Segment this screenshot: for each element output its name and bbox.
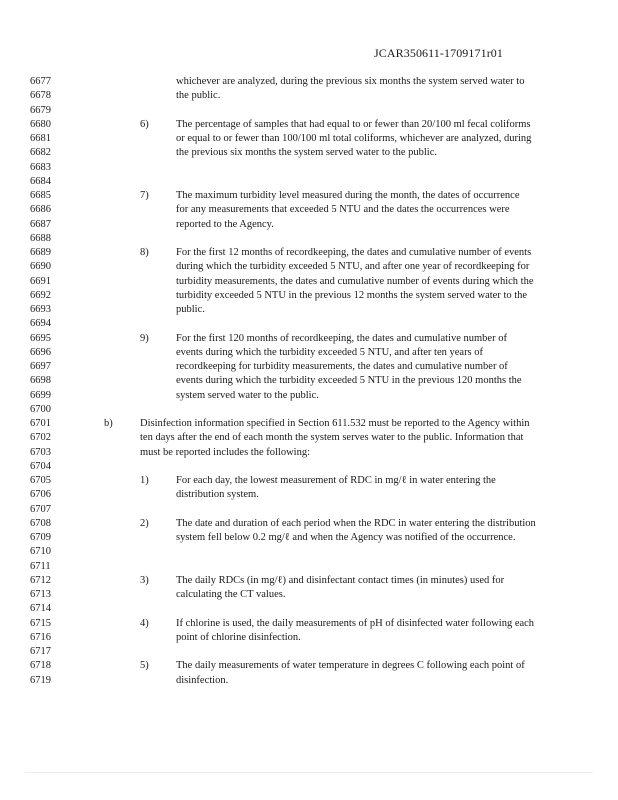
- line-number: 6684: [30, 175, 51, 187]
- line-number: 6701: [30, 418, 51, 429]
- line-number: 6716: [30, 631, 51, 643]
- line-number: 6678: [30, 90, 51, 102]
- item-marker-7: 7): [140, 190, 149, 201]
- line-number-column: [30, 75, 51, 688]
- line-number: 6717: [30, 646, 51, 657]
- line-number: 6688: [30, 232, 51, 244]
- line-number: 6702: [30, 432, 51, 444]
- line-number: 6689: [30, 247, 51, 258]
- line-number: 6680: [30, 118, 51, 130]
- line-number: 6709: [30, 532, 51, 543]
- line-number: 6707: [30, 503, 51, 515]
- item-text-9: For the first 120 months of recordkeeping, the dates and cumulative number of events during which the turbidity exceeded 5 NTU, and after ten years of recordkeeping for turbidity measurements, the dates and cumulative number of events during which the turbidity exceeded 5 NTU in the previous 120 months the system served water to the public.: [176, 332, 522, 401]
- line-number: 6711: [30, 560, 51, 572]
- item-text-4: If chlorine is used, the daily measurements of pH of disinfected water following each point of chlorine disinfection.: [176, 617, 535, 643]
- line-number: 6681: [30, 133, 51, 144]
- item-marker-4: 4): [140, 617, 149, 629]
- line-number: 6718: [30, 660, 51, 672]
- line-number: 6683: [30, 161, 51, 173]
- line-number: 6714: [30, 603, 51, 615]
- line-number: 6703: [30, 446, 51, 458]
- item-text-3: The daily RDCs (in mg/ℓ) and disinfectant contact times (in minutes) used for calculating the CT values.: [176, 574, 505, 600]
- line-number: 6687: [30, 218, 51, 230]
- line-number: 6696: [30, 346, 51, 358]
- subsection-b-intro: Disinfection information specified in Section 611.532 must be reported to the Agency within ten days after the end of each month the system serves water to the public. Information that must be reported includes the following:: [140, 418, 530, 458]
- line-number: 6700: [30, 403, 51, 415]
- line-number: 6713: [30, 589, 51, 600]
- line-number: 6694: [30, 318, 51, 330]
- line-number: 6705: [30, 475, 51, 486]
- line-number: 6719: [30, 674, 51, 686]
- line-number: 6697: [30, 361, 51, 372]
- item-text-6: The percentage of samples that had equal to or fewer than 20/100 ml fecal coliforms or equal to or fewer than 100/100 ml total coliforms, whichever are analyzed, during the previous six months the system served water to the public.: [176, 118, 532, 159]
- item-marker-9: 9): [140, 332, 149, 344]
- line-number: 6690: [30, 261, 51, 273]
- continuation-text: whichever are analyzed, during the previous six months the system served water to the public.: [176, 76, 525, 102]
- line-number: 6691: [30, 275, 51, 287]
- document-id: JCAR350611-1709171r01: [374, 46, 503, 60]
- line-number: 6693: [30, 304, 51, 315]
- item-text-8: For the first 12 months of recordkeeping, the dates and cumulative number of events during which the turbidity exceeded 5 NTU, and after one year of recordkeeping for turbidity measurements, the dates and cumulative number of events during which the turbidity exceeded 5 NTU in the previous 12 months the system served water to the public.: [176, 247, 534, 315]
- item-marker-5: 5): [140, 660, 149, 672]
- item-marker-8: 8): [140, 247, 149, 258]
- line-number: 6695: [30, 332, 51, 344]
- item-marker-6: 6): [140, 118, 149, 130]
- line-number: 6698: [30, 375, 51, 387]
- line-number: 6685: [30, 190, 51, 201]
- line-number: 6682: [30, 147, 51, 159]
- item-marker-2: 2): [140, 517, 149, 529]
- line-number: 6699: [30, 389, 51, 401]
- item-text-5: The daily measurements of water temperature in degrees C following each point of disinfection.: [176, 660, 525, 686]
- subsection-marker-b: b): [104, 418, 113, 429]
- line-number: 6710: [30, 546, 51, 558]
- line-number: 6704: [30, 460, 51, 472]
- line-number: 6708: [30, 517, 51, 529]
- line-number: 6679: [30, 104, 51, 116]
- item-marker-3: 3): [140, 574, 149, 586]
- line-number: 6686: [30, 204, 51, 216]
- page-bottom-rule: [25, 772, 593, 773]
- item-text-2: The date and duration of each period when the RDC in water entering the distribution system fell below 0.2 mg/ℓ and when the Agency was notified of the occurrence.: [176, 517, 536, 543]
- item-text-7: The maximum turbidity level measured during the month, the dates of occurrence for any measurements that exceeded 5 NTU and the dates the occurrences were reported to the Agency.: [176, 190, 520, 230]
- line-number: 6692: [30, 289, 51, 301]
- line-number: 6715: [30, 617, 51, 629]
- line-number: 6677: [30, 76, 51, 87]
- line-number: 6706: [30, 489, 51, 501]
- item-marker-1: 1): [140, 475, 149, 486]
- line-number: 6712: [30, 574, 51, 586]
- item-text-1: For each day, the lowest measurement of RDC in mg/ℓ in water entering the distribution system.: [176, 475, 496, 501]
